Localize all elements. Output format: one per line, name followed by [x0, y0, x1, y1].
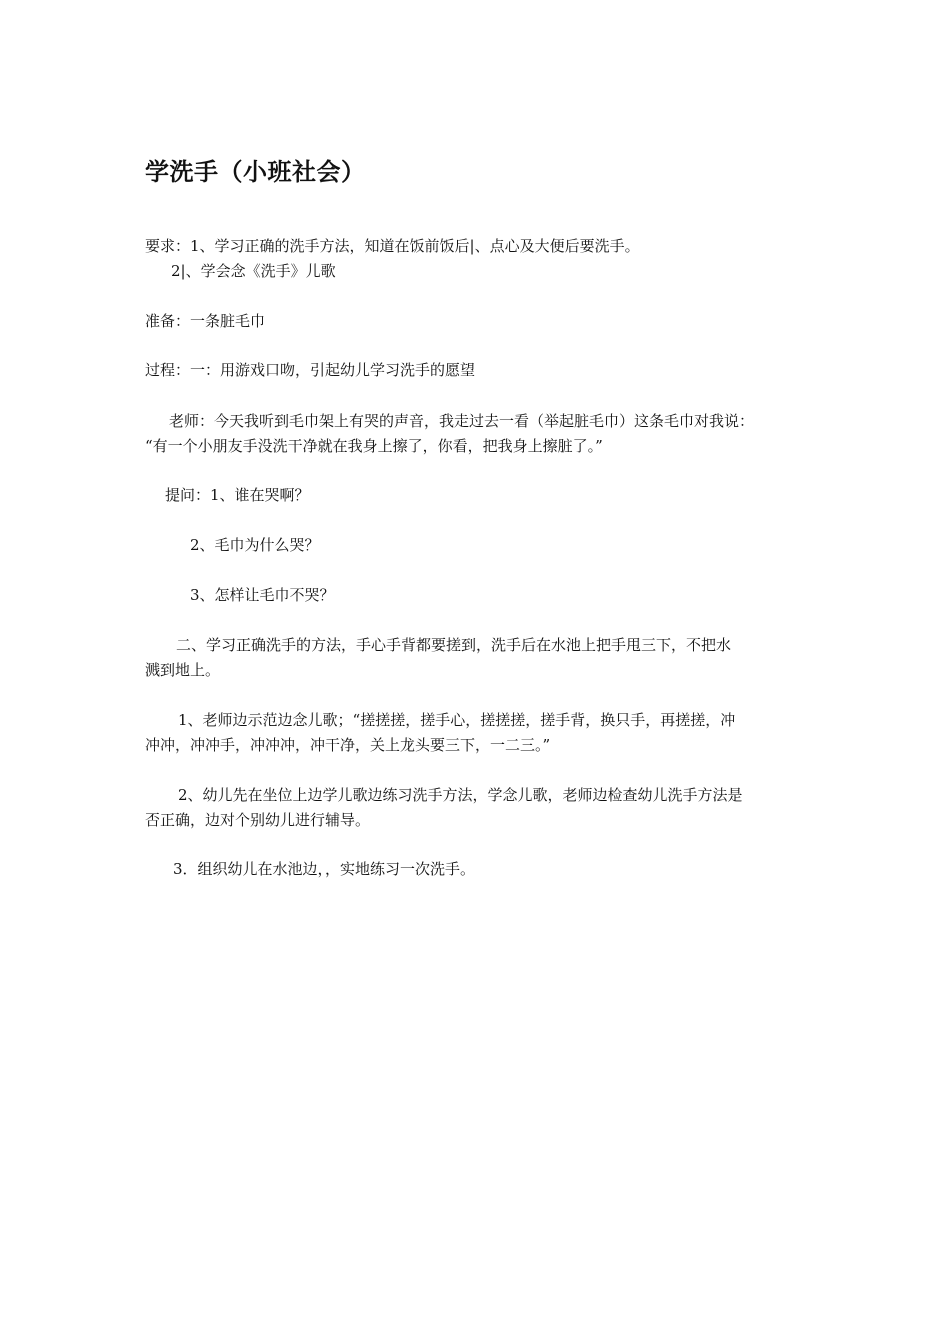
- question-line-3: 3、怎样让毛巾不哭？: [190, 586, 335, 604]
- requirement-line-1: 要求：1、学习正确的洗手方法，知道在饭前饭后|、点心及大便后要洗手。: [145, 237, 640, 255]
- process-intro-line: 过程：一：用游戏口吻，引起幼儿学习洗手的愿望: [145, 361, 476, 379]
- step-two-line-2: 否正确，边对个别幼儿进行辅导。: [145, 811, 371, 829]
- question-line-2: 2、毛巾为什么哭？: [190, 536, 320, 554]
- step-three-line: 3．组织幼儿在水池边，，实地练习一次洗手。: [173, 860, 476, 878]
- teacher-speech-line-2: “有一个小朋友手没洗干净就在我身上擦了，你看，把我身上擦脏了。”: [145, 437, 603, 455]
- teacher-speech-line-1: 老师：今天我听到毛巾架上有哭的声音，我走过去一看（举起脏毛巾）这条毛巾对我说：: [169, 412, 755, 430]
- document-title: 学洗手（小班社会）: [145, 158, 366, 186]
- step-one-line-2: 冲冲，冲冲手，冲冲冲，冲干净，关上龙头要三下，一二三。”: [145, 736, 551, 754]
- section-two-line-1: 二、学习正确洗手的方法，手心手背都要搓到，洗手后在水池上把手甩三下，不把水: [176, 636, 732, 654]
- step-two-line-1: 2、幼儿先在坐位上边学儿歌边练习洗手方法，学念儿歌，老师边检查幼儿洗手方法是: [178, 786, 743, 804]
- preparation-line: 准备：一条脏毛巾: [145, 312, 266, 330]
- section-two-line-2: 溅到地上。: [145, 661, 221, 679]
- requirement-line-2: 2|、学会念《洗手》儿歌: [171, 262, 336, 280]
- question-line-1: 提问：1、谁在哭啊？: [165, 486, 310, 504]
- step-one-line-1: 1、老师边示范边念儿歌；“搓搓搓，搓手心，搓搓搓，搓手背，换只手，再搓搓，冲: [178, 711, 736, 729]
